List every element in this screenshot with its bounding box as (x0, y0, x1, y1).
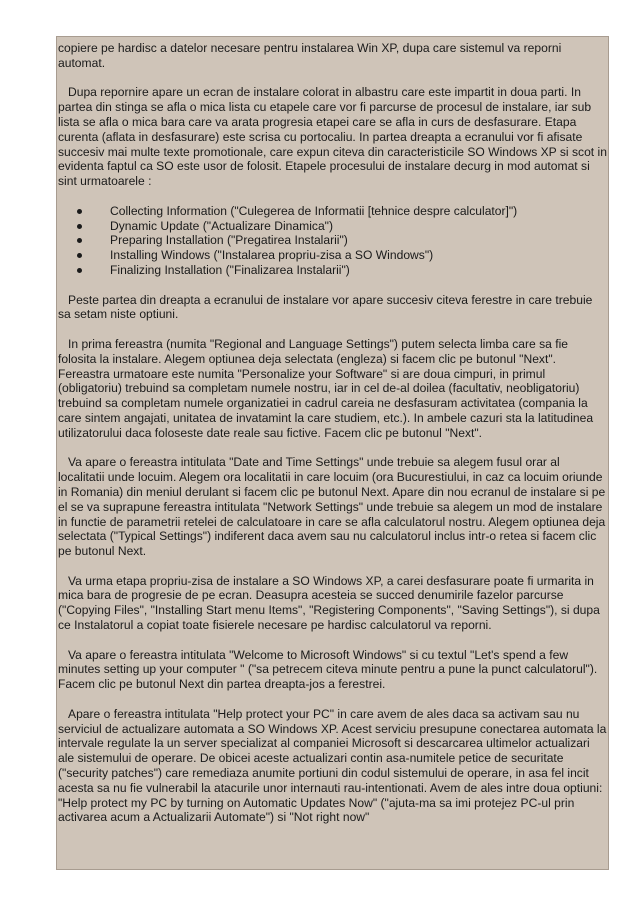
paragraph: Peste partea din dreapta a ecranului de instalare vor apare succesiv citeva ferestre in care trebuie sa setam niste optiuni. (58, 292, 593, 322)
list-item: Installing Windows ("Instalarea propriu-zisa a SO Windows") (58, 248, 608, 263)
bullet-icon (77, 253, 82, 258)
paragraph: copiere pe hardisc a datelor necesare pentru instalarea Win XP, dupa care sistemul va reporni automat. (58, 41, 562, 70)
document-page (56, 36, 609, 870)
list-item: Finalizing Installation ("Finalizarea Instalarii") (58, 263, 608, 278)
bullet-icon (77, 238, 82, 243)
paragraph: Va apare o fereastra intitulata "Welcome to Microsoft Windows" si cu textul "Let's spend a few minutes setting up your computer " ("sa petrecem citeva minute pentru a pune la punct calculatorul"). Facem clic pe butonul Next din partea dreapta-jos a ferestrei. (58, 647, 598, 692)
paragraph: Dupa repornire apare un ecran de instalare colorat in albastru care este impartit in doua parti. In partea din stinga se afla o mica lista cu etapele care vor fi parcurse de procesul de instalare, iar sub lista se afla o mica bara care va arata progresia etapei care se afla in curs de desfasurare. Etapa curenta (aflata in desfasurare) este scrisa cu portocaliu. In partea dreapta a ecranului vor fi afisate succesiv mai multe texte promotionale, care expun citeva din caracteristicile SO Windows XP si scot in evidenta faptul ca SO este usor de folosit. Etapele procesului de instalare decurg in mod automat si sint urmatoarele : (58, 85, 607, 189)
bullet-icon (77, 209, 82, 214)
paragraph: Apare o fereastra intitulata "Help protect your PC" in care avem de ales daca sa activam sau nu serviciul de actualizare automata a SO Windows XP. Acest serviciu presupune conectarea automata la intervale regulate la un server specializat al companiei Microsoft si descarcarea ultimelor actualizari ale sistemului de operare. De obicei aceste actualizari contin asa-numitele petice de securitate ("security patches") care remediaza anumite portiuni din codul sistemului de operare, in asa fel incit acesta sa nu fie vulnerabil la atacurile unor internauti rau-intentionati. Avem de ales intre doua optiuni: "Help protect my PC by turning on Automatic Updates Now" ("ajuta-ma sa imi protejez PC-ul prin activarea acum a Actualizarii Automate") si "Not right now" (58, 706, 607, 825)
list-item: Dynamic Update ("Actualizare Dinamica") (58, 219, 608, 234)
paragraph: In prima fereastra (numita "Regional and Language Settings") putem selecta limba care sa fie folosita la instalare. Alegem optiunea deja selectata (engleza) si facem clic pe butonul "Next". Fereastra urmatoare este numita "Personalize your Software" si are doua cimpuri, in primul (obligatoriu) trebuind sa completam numele nostru, iar in cel de-al doilea (facultativ, neobligatoriu) trebuind sa completam numele organizatiei in cadrul careia ne desfasuram activitatea (compania la care sintem angajati, unitatea de invatamint la care studiem, etc.). In ambele cazuri sta la latitudinea utilizatorului daca foloseste date reale sau fictive. Facem clic pe butonul "Next". (58, 336, 594, 440)
paragraph: Va urma etapa propriu-zisa de instalare a SO Windows XP, a carei desfasurare poate fi urmarita in mica bara de progresie de pe ecran. Deasupra acesteia se succed denumirile fazelor parcurse ("Copying Files", "Installing Start menu Items", "Registering Components", "Saving Settings"), si dupa ce Instalatorul a copiat toate fisierele necesare pe hardisc calculatorul va reporni. (58, 573, 600, 633)
list-item: Preparing Installation ("Pregatirea Instalarii") (58, 233, 608, 248)
installation-steps-list (58, 204, 608, 278)
bullet-icon (77, 224, 82, 229)
list-item: Collecting Information ("Culegerea de Informatii [tehnice despre calculator]") (58, 204, 608, 219)
paragraph: Va apare o fereastra intitulata "Date and Time Settings" unde trebuie sa alegem fusul orar al localitatii unde locuim. Alegem ora localitatii in care locuim (ora Bucurestiului, in caz ca locuim oriunde in Romania) din meniul derulant si facem clic pe butonul Next. Apare din nou ecranul de instalare si pe el se va suprapune fereastra intitulata "Network Settings" unde trebuie sa alegem un mod de instalare in functie de parametrii retelei de calculatoare in care se afla calculatorul nostru. Alegem optiunea deja selectata ("Typical Settings") indiferent daca avem sau nu calculatorul inclus intr-o retea si facem clic pe butonul Next. (58, 455, 606, 559)
bullet-icon (77, 268, 82, 273)
